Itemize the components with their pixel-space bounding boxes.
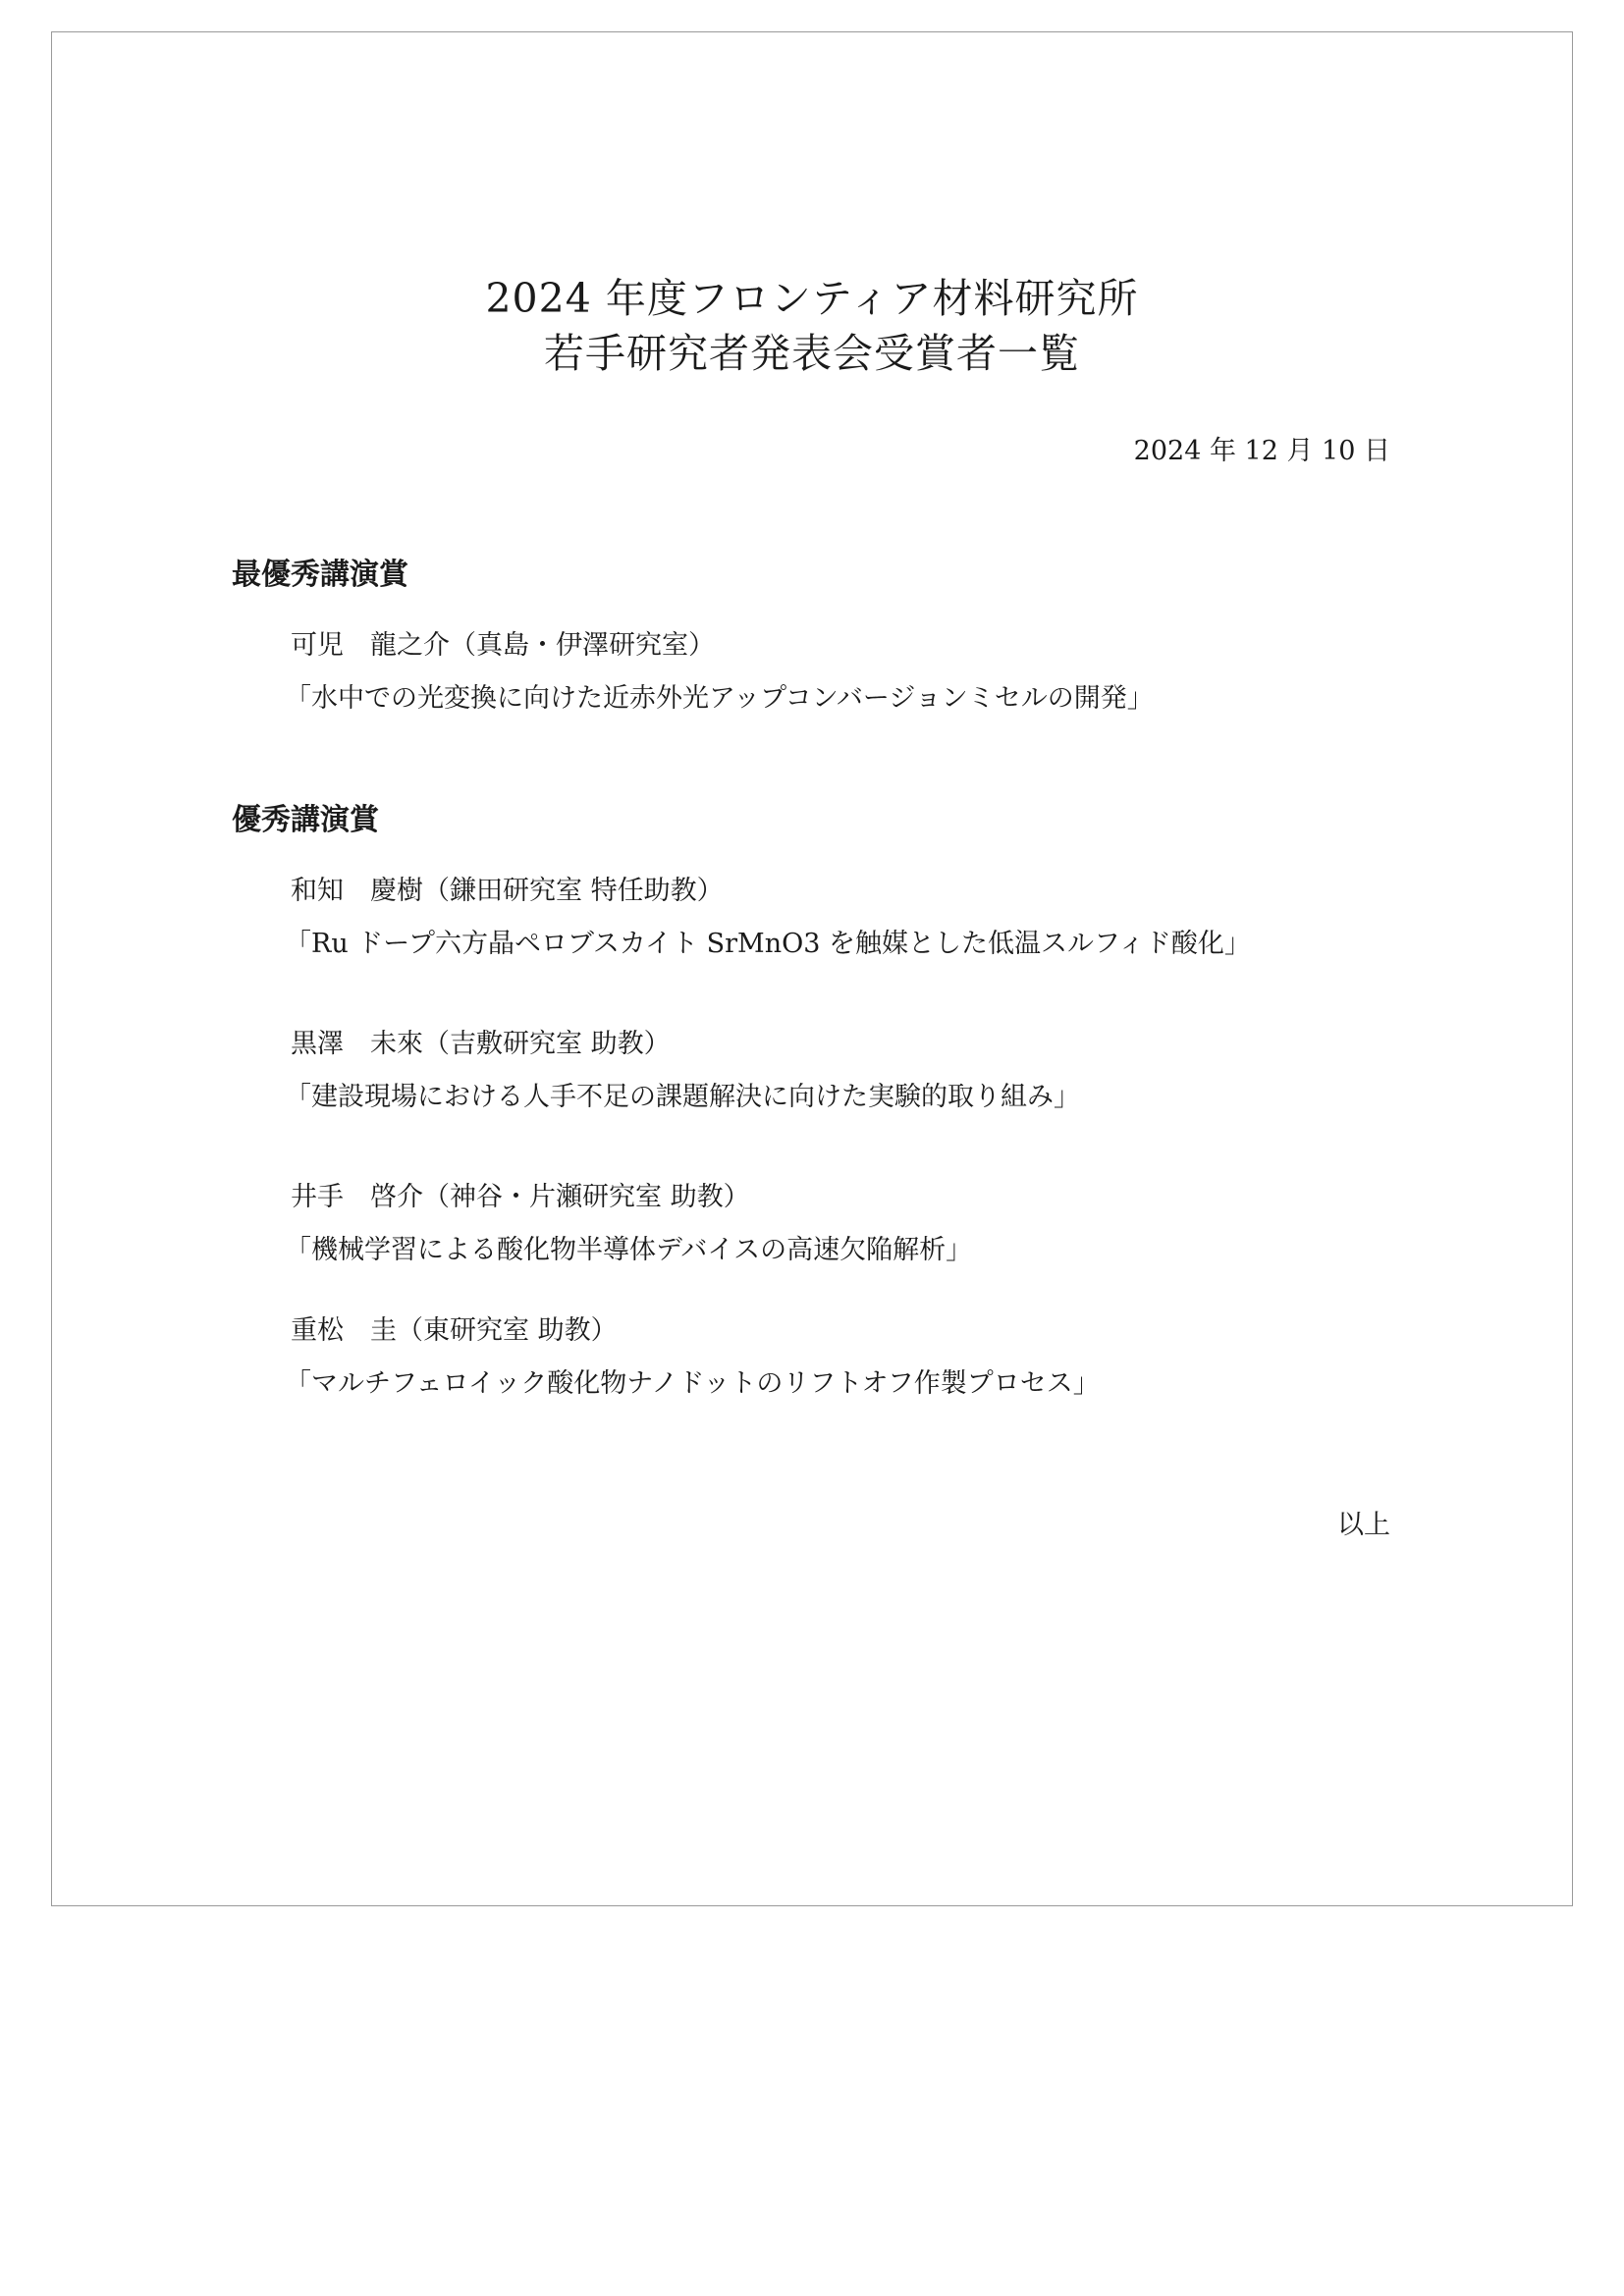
document-title-line-1: 2024 年度フロンティア材料研究所: [485, 275, 1139, 322]
closing-remark: 以上: [1337, 1510, 1390, 1540]
awardee-name: 和知 慶樹（鎌田研究室 特任助教）: [291, 876, 724, 906]
section-heading-excellent-presentation: 優秀講演賞: [232, 803, 379, 837]
presentation-title: 「建設現場における人手不足の課題解決に向けた実験的取り組み」: [285, 1082, 1080, 1112]
presentation-title: 「水中での光変換に向けた近赤外光アップコンバージョンミセルの開発」: [285, 683, 1154, 714]
document-title-line-2: 若手研究者発表会受賞者一覧: [544, 330, 1080, 377]
awardee-name: 井手 啓介（神谷・片瀬研究室 助教）: [291, 1182, 750, 1212]
section-heading-best-presentation: 最優秀講演賞: [232, 558, 408, 592]
document-date: 2024 年 12 月 10 日: [1133, 436, 1390, 466]
awardee-name: 可児 龍之介（真島・伊澤研究室）: [291, 630, 715, 661]
presentation-title: 「機械学習による酸化物半導体デバイスの高速欠陥解析」: [285, 1235, 973, 1265]
awardee-name: 黒澤 未來（吉敷研究室 助教）: [291, 1029, 671, 1059]
awardee-name: 重松 圭（東研究室 助教）: [291, 1315, 618, 1346]
presentation-title: 「マルチフェロイック酸化物ナノドットのリフトオフ作製プロセス」: [285, 1368, 1100, 1399]
presentation-title: 「Ru ドープ六方晶ペロブスカイト SrMnO3 を触媒とした低温スルフィド酸化」: [285, 929, 1251, 959]
